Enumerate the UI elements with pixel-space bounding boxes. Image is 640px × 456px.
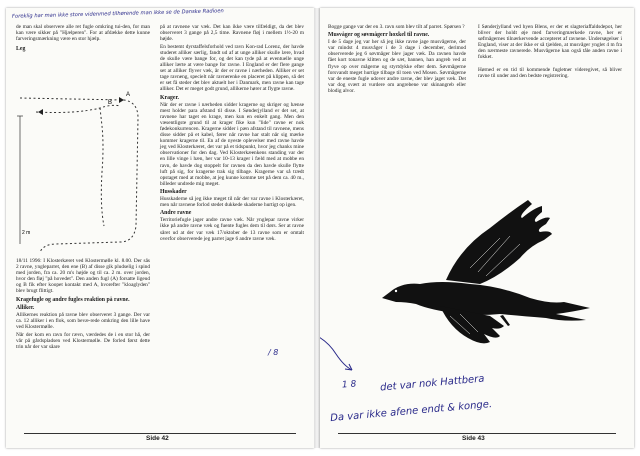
- paragraph: Husskaderne så jeg ikke meget til når der var ravne i Klosterkæret, men når ravnene forlod stedet dukkede skaderne hurtigt op igen.: [160, 196, 304, 209]
- handwritten-header-note: Foreklig har man ikke store videnmed tilhørende man ikke se de Danske Radioen: [11, 8, 224, 20]
- right-column-1: [328, 24, 466, 96]
- right-page: [320, 8, 634, 448]
- paragraph: Når der kom en ravn for rævn, værdedes de i en stor hå, der vår på gårdspladsen ved Klostermølle. De forled først dette trin når der var såare: [16, 331, 150, 350]
- paragraph: I Sønderjylland ved hyen Blens, er der et slagteriaffaldsdepot, her bliver der holdt øje med farveringmærkede ravne, her er søfrnågernes tilnærkervende accepteret af ravnene. Undersøgelser i England, viser at der ikke er så tjælden, at musvåger ynglet 4 m fra den nærmeste ravnerede. Musvågerne kan også tåle anden ravne i fokket.: [478, 24, 622, 61]
- right-column-2: [478, 24, 622, 80]
- section-heading: Kragefugle og andre fugles reaktion på ravne.: [16, 296, 130, 303]
- paragraph: Hørned er en tid til kommende fugletner videregivet, så bliver ravne til under and den bedste registrering.: [478, 66, 622, 79]
- section-subheading: Alliker.: [16, 304, 35, 311]
- left-column-1-bottom: [16, 258, 150, 351]
- diagram-label-a: A: [126, 92, 131, 98]
- paragraph: Bogge gange var der en 3. ravn som blev tilt af parret. Spørsen ?: [328, 24, 465, 30]
- footer-rule: [24, 433, 296, 434]
- paragraph: Territoriefugle jager andre ravne væk. Når ynglepar ravne virker ikke på andre ravne væk og fuente fugles dem til dørs. Ser at ravne såret ud at der var væk 17/oktober de 13 ravne som er omtalt overfor observerede jeg parret jage 6 andre ravne væk.: [160, 217, 304, 242]
- margin-note: / 8: [268, 348, 279, 357]
- paragraph: Når der er ravne i nærheden sidder kragerne og skriger og hænse mest holder para afstand til disse. I Sønderjylland er det set, at ravnene har taget en krage, men kun en enkelt gang. Men den væsentligste grund til at krager fike kun "lide" ravne er nok fødekonkurrencen. Kragerne sidder i pæn afstand til ravnene, mens disse sidder på et kabel, fører når ravne har stalt når sig mærke kommer kragerne til. En af de nyeste oplevelser med ravne havde jeg ved Klosterkæret, det var på et tidspunkt, hvor jeg chanks mine observationer for den dag. Ved Klosterkæenkens standing var der en lille vinge i hæn, her var 10-13 krager i fæld med at mobbe en ravn, de havde dog stoppelt for ravnen da den havde skulle flytte luft på sig, for kragerne trak sig tilbage. Kragerne var så trædt opstaget med at mobbe, at jeg kunne komme tæt på dem ca. 40 m., billeder undrede mig meget.: [160, 101, 304, 187]
- handwritten-line-2: Da var ikke afene endt & konge.: [329, 398, 493, 425]
- left-column-1: [16, 24, 150, 53]
- footer-rule: [338, 433, 616, 434]
- left-page: [6, 8, 314, 448]
- section-heading: Krager.: [160, 94, 179, 101]
- paragraph: på at ravnene var væk. Det kan ikke være tilfældigt, da det blev observeret 3 gange på 2,5 time. Ravnene fløj i mellem 1½-20 m højde.: [160, 24, 304, 43]
- diagram-label-b: B: [108, 100, 113, 106]
- page-number: Side 42: [146, 435, 169, 442]
- raven-illustration: [350, 188, 600, 348]
- paragraph: Allikernes reaktion på ravne blev observeret 3 gange. Der var ca. 12 alliker i en flok, som bevæ-rede omkring den lille have ved Klostermølle.: [16, 311, 150, 330]
- handwritten-line-1: det var nok Hattbera: [379, 373, 485, 394]
- section-heading: Husskader: [160, 188, 187, 195]
- diagram-title: Leg: [16, 46, 26, 53]
- page-number: Side 43: [462, 435, 485, 442]
- paragraph: 18/11 1996: I Klosterkæret ved Klostermølle kl. 8.00. Der sås 2 ravne, yngleparret, den ene (B) af disse gik pludselig i spind med jorden, fra ca. 20 m's højde og til ca. 2 m. over jorden, hvor den fløj "på hovedet". Den anden fugl (A) forsatte ligeud og B fik efter koopet kontakt med A, hvorefter "kloaglyden" blev brugt flittigt.: [16, 258, 150, 295]
- handwritten-number: 1 8: [341, 379, 357, 391]
- section-heading: Musvåger og søvmågerr hoxkel til ravne.: [328, 32, 430, 39]
- left-column-2: [160, 24, 304, 243]
- diagram-label-height: 2 m: [22, 230, 31, 236]
- section-heading: Andre ravne: [160, 210, 192, 217]
- paragraph: En bestemt dyrstaffelsforhold ved ravn Kon-rad Lorenz, der havde studeret alliker særlig, fandt ud af at unge alliker skulle lære, hvad de skulle være bange for, og det kan tyde på at eventuelle unge alliker lærte at være bange for ravne. I England er der flere gange set at alliker flyver væk, år der er ravne i nærheden. Alliker er set tage ravneng, specielt når ravnerenke en placeret på klippen, så det er set få steder det blev aktuelt her i Danmark, men ravne kan tage alliker. Det er meget godt grund, allikerne hører at flygte ravne.: [160, 43, 304, 93]
- flight-path-diagram: [16, 76, 150, 254]
- paragraph: I de 5 dage jeg var her så jeg ikke ravne jage musvågerne, der var mindst 4 musvåger i de 3 dage i december, derimod observerede jeg 6 søvmåger blev jager væk. Da ravnen havde fået kort tonavne klitten og de sæt, bannen, han angreb ved at flyve op over mågerne og styrtdykke efter dem. Søvmågerne forsvandt meget hurtige tilbage til toen ved Mosen. Søvmågerne var de eneste fugle udover andre ravne, der blev jaget væk. Det var dog svært at vurdere om angrebene var skinangreb eller blodig alvor.: [328, 39, 466, 94]
- paragraph: de man skal observere alle ret fugle omkring tui-den, for man kan være sikker på "Hjælperen". For at afdække dette kunne farveringsmærkning være en stor hjælp.: [16, 24, 150, 43]
